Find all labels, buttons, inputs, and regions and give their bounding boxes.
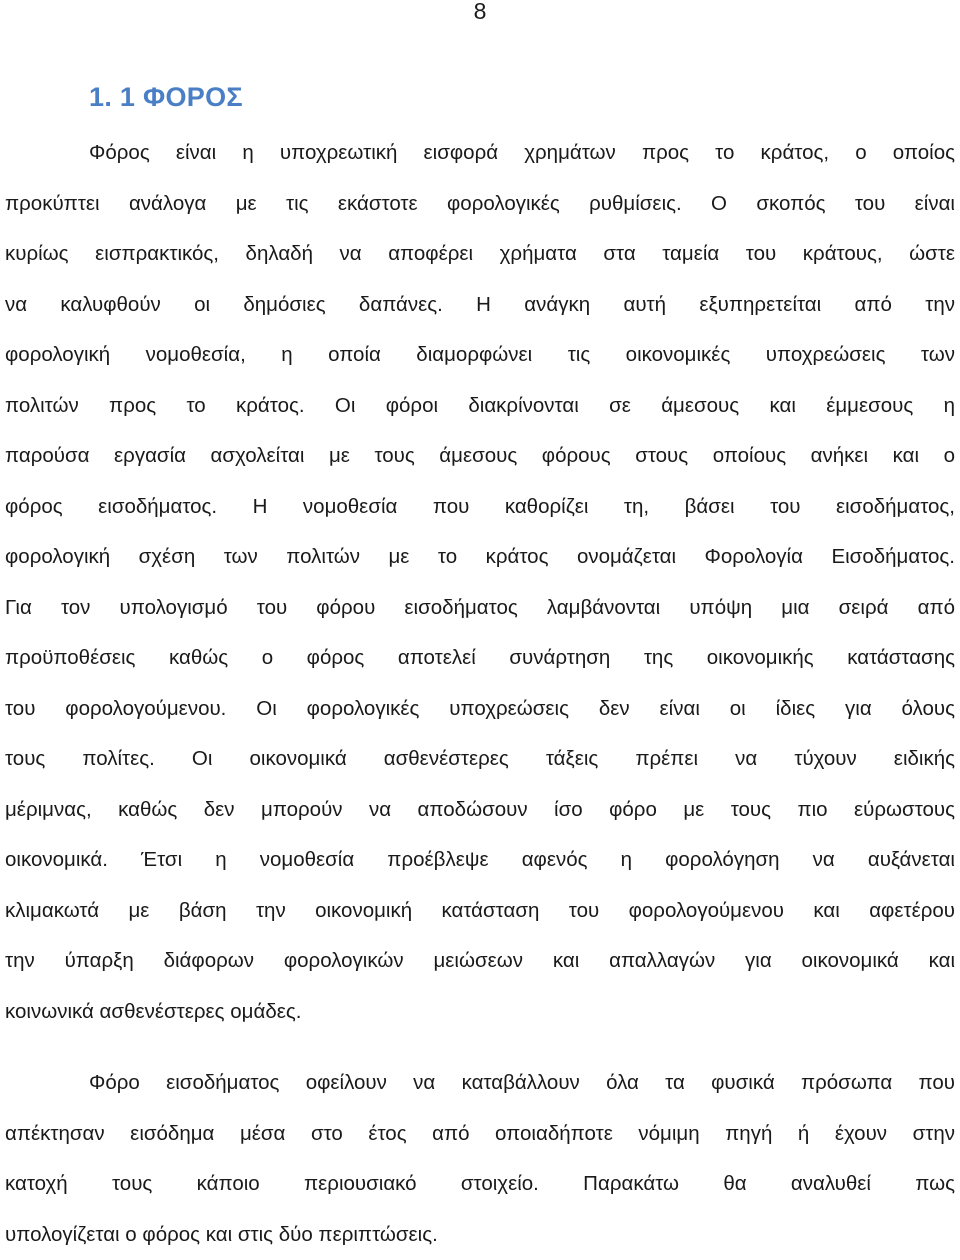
text-line: Φόρος είναι η υποχρεωτική εισφορά χρημάτων προς το κράτος, ο οποίος	[5, 128, 955, 179]
text-line: υπολογίζεται ο φόρος και στις δύο περιπτώσεις.	[5, 1210, 955, 1260]
text-line: απέκτησαν εισόδημα μέσα στο έτος από οποιαδήποτε νόμιμη πηγή ή έχουν στην	[5, 1109, 955, 1160]
text-line: φορολογική νομοθεσία, η οποία διαμορφώνει τις οικονομικές υποχρεώσεις των	[5, 330, 955, 381]
text-line: πολιτών προς το κράτος. Οι φόροι διακρίνονται σε άμεσους και έμμεσους η	[5, 381, 955, 432]
page-number: 8	[0, 0, 960, 28]
text-line: Για τον υπολογισμό του φόρου εισοδήματος λαμβάνονται υπόψη μια σειρά από	[5, 583, 955, 634]
paragraph-tax-definition	[5, 128, 955, 1037]
paragraph-taxpayers	[5, 1058, 955, 1260]
text-line: προκύπτει ανάλογα με τις εκάστοτε φορολογικές ρυθμίσεις. Ο σκοπός του είναι	[5, 179, 955, 230]
text-line: κατοχή τους κάποιο περιουσιακό στοιχείο. Παρακάτω θα αναλυθεί πως	[5, 1159, 955, 1210]
text-line: φορολογική σχέση των πολιτών με το κράτος ονομάζεται Φορολογία Εισοδήματος.	[5, 532, 955, 583]
text-line: φόρος εισοδήματος. Η νομοθεσία που καθορίζει τη, βάσει του εισοδήματος,	[5, 482, 955, 533]
text-line: οικονομικά. Έτσι η νομοθεσία προέβλεψε αφενός η φορολόγηση να αυξάνεται	[5, 835, 955, 886]
section-heading: 1. 1 ΦΟΡΟΣ	[89, 79, 243, 115]
text-line: Φόρο εισοδήματος οφείλουν να καταβάλλουν όλα τα φυσικά πρόσωπα που	[5, 1058, 955, 1109]
text-line: προϋποθέσεις καθώς ο φόρος αποτελεί συνάρτηση της οικονομικής κατάστασης	[5, 633, 955, 684]
text-line: παρούσα εργασία ασχολείται με τους άμεσους φόρους στους οποίους ανήκει και ο	[5, 431, 955, 482]
text-line: να καλυφθούν οι δημόσιες δαπάνες. Η ανάγκη αυτή εξυπηρετείται από την	[5, 280, 955, 331]
text-line: μέριμνας, καθώς δεν μπορούν να αποδώσουν ίσο φόρο με τους πιο εύρωστους	[5, 785, 955, 836]
text-line: κυρίως εισπρακτικός, δηλαδή να αποφέρει χρήματα στα ταμεία του κράτους, ώστε	[5, 229, 955, 280]
text-line: κοινωνικά ασθενέστερες ομάδες.	[5, 987, 955, 1038]
text-line: τους πολίτες. Οι οικονομικά ασθενέστερες τάξεις πρέπει να τύχουν ειδικής	[5, 734, 955, 785]
text-line: του φορολογούμενου. Οι φορολογικές υποχρεώσεις δεν είναι οι ίδιες για όλους	[5, 684, 955, 735]
text-line: την ύπαρξη διάφορων φορολογικών μειώσεων και απαλλαγών για οικονομικά και	[5, 936, 955, 987]
text-line: κλιμακωτά με βάση την οικονομική κατάσταση του φορολογούμενου και αφετέρου	[5, 886, 955, 937]
